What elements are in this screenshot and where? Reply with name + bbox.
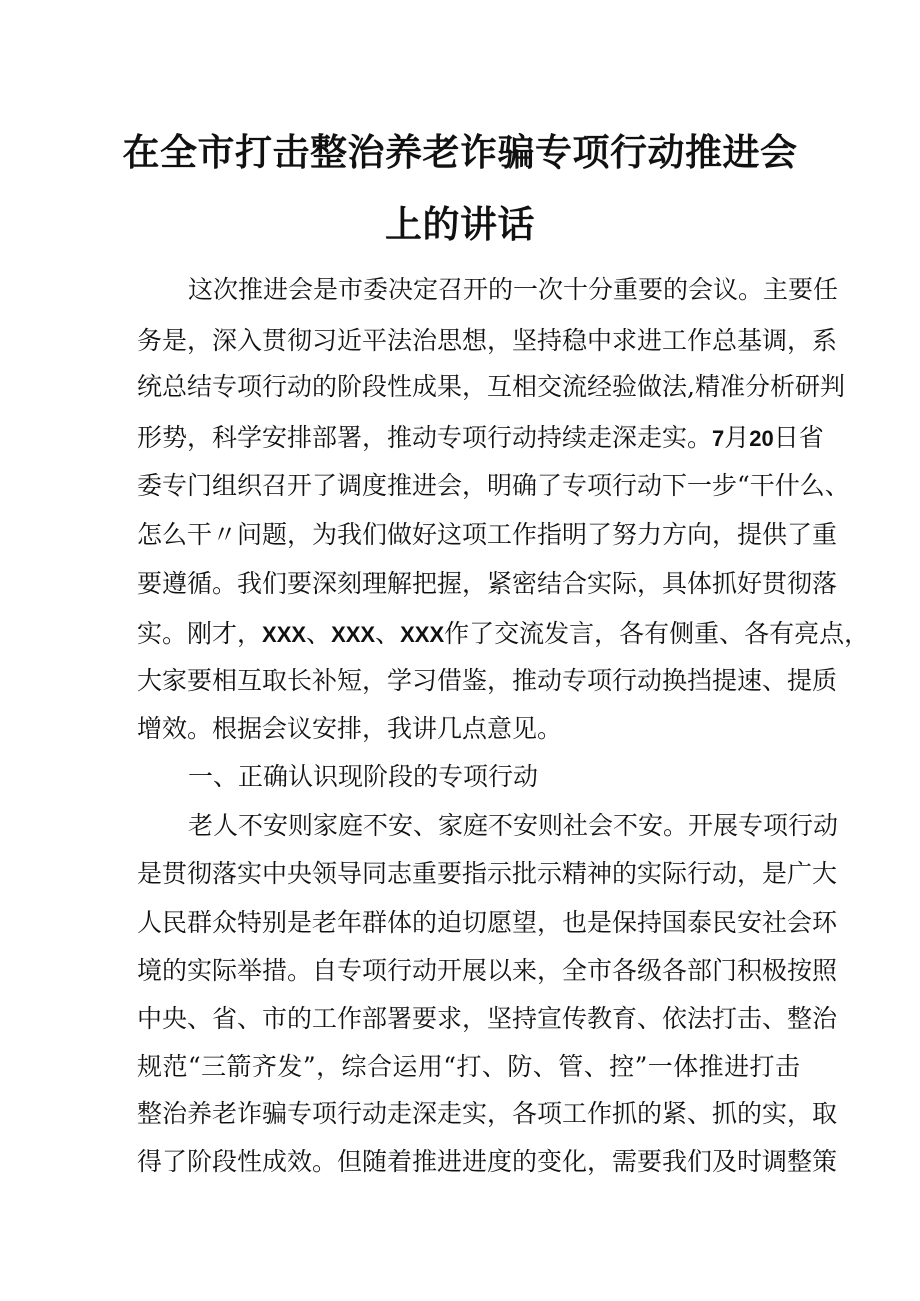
paragraph-1-line-2: 务是，深入贯彻习近平法治思想，坚持稳中求进工作总基调，系 (137, 326, 838, 355)
paragraph-1-line-5: 委专门组织召开了调度推进会，明确了专项行动下一步“干什么、 (137, 471, 850, 500)
paragraph-2-line-4: 境的实际举措。自专项行动开展以来，全市各级各部门积极按照 (137, 956, 838, 985)
paragraph-1-line-4-text-a: 形势，科学安排部署，推动专项行动持续走深走实。 (137, 423, 713, 452)
separator-2: 、 (375, 619, 401, 648)
paragraph-1-line-1: 这次推进会是市委决定召开的一次十分重要的会议。主要任 (188, 275, 839, 304)
separator-1: 、 (306, 619, 332, 648)
paragraph-2-line-2: 是贯彻落实中央领导同志重要指示批示精神的实际行动，是广大 (137, 859, 838, 888)
document-title-line-1: 在全市打击整治养老诈骗专项行动推进会 (122, 131, 798, 174)
paragraph-2-line-8: 得了阶段性成效。但随着推进进度的变化，需要我们及时调整策 (137, 1147, 838, 1176)
speaker-name-3: XXX (400, 622, 445, 647)
paragraph-1-line-4-text-c: 日省 (773, 423, 824, 452)
paragraph-1-line-8 (137, 617, 870, 652)
paragraph-1-line-8-text-b: 作了交流发言，各有侧重、各有亮点， (444, 619, 870, 648)
section-heading-1: 一、正确认识现阶段的专项行动 (188, 762, 539, 791)
document-title-line-2: 上的讲话 (385, 203, 535, 246)
paragraph-2-line-3: 人民群众特别是老年群体的迫切愿望，也是保持国泰民安社会环 (137, 908, 838, 937)
paragraph-1-line-7: 要遵循。我们要深刻理解把握，紧密结合实际，具体抓好贯彻落 (137, 569, 838, 598)
speaker-name-2: XXX (331, 622, 376, 647)
paragraph-2-line-1: 老人不安则家庭不安、家庭不安则社会不安。开展专项行动 (188, 811, 839, 840)
speaker-name-1: XXX (262, 622, 307, 647)
date-month: 7 (712, 426, 725, 451)
paragraph-1-line-8-text-a: 实。刚才， (137, 619, 263, 648)
paragraph-1-line-4-text-b: 月 (724, 423, 750, 452)
date-day: 20 (749, 426, 774, 451)
paragraph-2-line-7: 整治养老诈骗专项行动走深走实，各项工作抓的紧、抓的实，取 (137, 1099, 838, 1128)
paragraph-1-line-9: 大家要相互取长补短，学习借鉴，推动专项行动换挡提速、提质 (137, 666, 838, 695)
paragraph-1-line-4 (137, 421, 824, 456)
paragraph-1-line-10: 增效。根据会议安排，我讲几点意见。 (137, 714, 563, 743)
paragraph-2-line-5: 中央、省、市的工作部署要求，坚持宣传教育、依法打击、整治 (137, 1004, 838, 1033)
paragraph-2-line-6: 规范“三箭齐发”，综合运用“打、防、管、控”一体推进打击 (137, 1052, 800, 1081)
paragraph-1-line-3: 统总结专项行动的阶段性成果，互相交流经验做法,精准分析研判 (137, 372, 845, 401)
paragraph-1-line-6: 怎么干〃问题，为我们做好这项工作指明了努力方向，提供了重 (137, 520, 838, 549)
